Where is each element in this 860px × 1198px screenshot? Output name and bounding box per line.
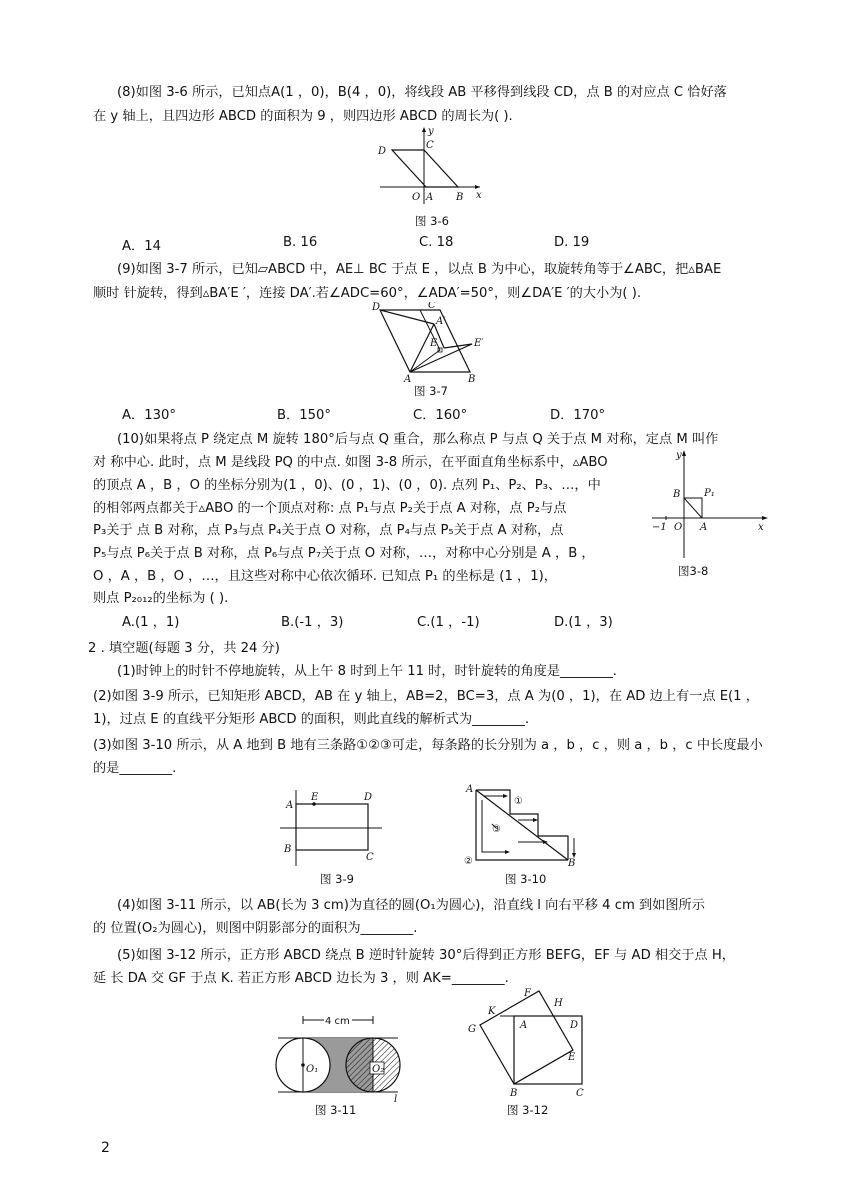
figure-3-8	[648, 446, 770, 560]
fig312-label-e: E	[568, 1052, 576, 1063]
q10-option-a: A.(1 ，1)	[122, 615, 180, 630]
q10-line-5: P₃关于 点 B 对称，点 P₃与点 P₄关于点 O 对称，点 P₄与点 P₅关于点 A 对称，点	[93, 523, 564, 538]
q10-line-2: 对 称中心. 此时，点 M 是线段 PQ 的中点. 如图 3-8 所示，在平面直角坐标系中，▵ABO	[93, 455, 608, 470]
q10-line-1: (10)如果将点 P 绕定点 M 旋转 180°后与点 Q 重合，那么称点 P 与点 Q 关于点 M 对称，定点 M 叫作	[117, 432, 719, 447]
fill-q3-line-2: 的是________.	[93, 761, 177, 776]
fig36-label-b: B	[456, 192, 464, 203]
caption-3-7: 图 3-7	[414, 384, 448, 398]
fig37-label-e: E	[430, 338, 438, 349]
fill-q2-line-1: (2)如图 3-9 所示，已知矩形 ABCD，AB 在 y 轴上，AB=2，BC=3，点 A 为(0 ，1)，在 AD 边上有一点 E(1 ，	[93, 689, 759, 704]
fig37-label-d: D	[372, 302, 381, 313]
fig38-label-p1: P₁	[704, 488, 715, 499]
caption-3-12: 图 3-12	[507, 1103, 549, 1117]
fig310-label-a: A	[466, 784, 474, 795]
fill-q1: (1)时钟上的时针不停地旋转，从上午 8 时到上午 11 时，时针旋转的角度是________.	[117, 664, 617, 679]
fig39-label-e: E	[311, 792, 319, 803]
fig36-label-x: x	[476, 190, 482, 201]
fig312-label-b: B	[510, 1088, 518, 1098]
figure-3-12	[460, 988, 590, 1098]
q10-line-7: O ，A ，B ，O ，…，且这些对称中心依次循环. 已知点 P₁ 的坐标是 (1 ，1)，	[93, 569, 557, 584]
q8-option-d: D. 19	[554, 235, 590, 250]
fig36-label-a: A	[426, 192, 434, 203]
fig312-label-f: F	[524, 988, 531, 999]
fill-q2-line-2: 1)，过点 E 的直线平分矩形 ABCD 的面积，则此直线的解析式为________.	[93, 712, 530, 727]
figure-3-9	[278, 786, 384, 866]
fig39-label-d: D	[364, 792, 373, 803]
figure-3-6	[372, 124, 484, 210]
fig312-label-c: C	[576, 1088, 584, 1098]
fig38-label-x: x	[758, 522, 764, 533]
q8-option-b: B. 16	[283, 235, 318, 250]
caption-3-9: 图 3-9	[320, 872, 354, 886]
fig310-route-2: ②	[464, 856, 473, 867]
caption-3-10: 图 3-10	[505, 872, 547, 886]
fig39-label-b: B	[284, 844, 292, 855]
fig311-label-o1: O₁	[306, 1064, 319, 1075]
q9-line-1: (9)如图 3-7 所示，已知▱ABCD 中，AE⊥ BC 于点 E ，以点 B 为中心，取旋转角等于∠ABC，把▵BAE	[117, 262, 722, 277]
fig38-label-b: B	[673, 489, 681, 500]
fill-q5-line-1: (5)如图 3-12 所示，正方形 ABCD 绕点 B 逆时针旋转 30°后得到正方形 BEFG，EF 与 AD 相交于点 H，	[117, 948, 735, 963]
fig38-label-a: A	[700, 522, 708, 533]
figure-3-11	[274, 1010, 404, 1102]
fig311-length-label: 4 cm	[325, 1016, 350, 1027]
fig38-label-o: O	[674, 522, 683, 533]
q9-option-c: C．160°	[413, 408, 468, 423]
fig37-label-c: C	[428, 302, 436, 311]
fig37-label-a: A	[404, 374, 412, 384]
q10-option-c: C.(1 ，-1)	[417, 615, 480, 630]
fig37-label-e1: E′	[474, 338, 484, 349]
figure-3-10	[456, 780, 582, 868]
fig312-label-h: H	[554, 998, 563, 1009]
fig38-label-minus1: −1	[652, 522, 667, 533]
q8-option-a: A．14	[122, 239, 161, 254]
q10-line-8: 则点 P₂₀₁₂的坐标为 ( ).	[93, 591, 229, 606]
q8-line-2: 在 y 轴上，且四边形 ABCD 的面积为 9 ，则四边形 ABCD 的周长为( ).	[93, 109, 513, 124]
q8-option-c: C. 18	[419, 235, 454, 250]
fig310-label-b: B	[568, 858, 576, 868]
fill-q4-line-2: 的 位置(O₂为圆心)，则图中阴影部分的面积为________.	[93, 921, 418, 936]
fig36-label-y: y	[428, 126, 434, 137]
fig39-label-c: C	[366, 852, 374, 863]
q9-option-b: B．150°	[277, 408, 331, 423]
q9-option-a: A．130°	[122, 408, 176, 423]
fig37-label-a1: A′	[436, 316, 446, 327]
fig38-label-y: y	[676, 450, 682, 461]
page-number: 2	[101, 1140, 110, 1156]
fig36-label-d: D	[378, 146, 387, 157]
fig312-label-d: D	[570, 1020, 579, 1031]
q9-line-2: 顺时 针旋转，得到▵BA′E ′，连接 DA′.若∠ADC=60°，∠ADA′=50°，则∠DA′E ′的大小为( ).	[93, 286, 642, 301]
q10-option-b: B.(-1 ，3)	[281, 615, 344, 630]
fig312-label-g: G	[468, 1024, 476, 1035]
section-2-title: 2 . 填空题(每题 3 分，共 24 分)	[88, 641, 280, 656]
q10-line-4: 的相邻两点都关于▵ABO 的一个顶点对称: 点 P₁与点 P₂关于点 A 对称，点 P₂与点	[93, 501, 567, 516]
fig311-label-l: l	[394, 1094, 398, 1102]
q10-line-3: 的顶点 A ，B ，O 的坐标分别为(1 ，0)、(0 ，1)、(0 ，0). 点列 P₁、P₂、P₃、…，中	[93, 478, 601, 493]
fig37-label-b: B	[468, 374, 476, 384]
q9-option-d: D．170°	[550, 408, 606, 423]
fill-q5-line-2: 延 长 DA 交 GF 于点 K. 若正方形 ABCD 边长为 3 ，则 AK=________.	[93, 971, 509, 986]
q10-option-d: D.(1 ，3)	[554, 615, 613, 630]
caption-3-8: 图3-8	[678, 564, 709, 578]
fig39-label-a: A	[286, 800, 294, 811]
fill-q4-line-1: (4)如图 3-11 所示，以 AB(长为 3 cm)为直径的圆(O₁为圆心)，沿直线 l 向右平移 4 cm 到如图所示	[117, 898, 705, 913]
fig36-label-c: C	[426, 140, 434, 151]
caption-3-6: 图 3-6	[415, 214, 449, 228]
fig312-label-a: A	[520, 1020, 528, 1031]
caption-3-11: 图 3-11	[315, 1103, 357, 1117]
fig312-label-k: K	[488, 1006, 496, 1017]
fill-q3-line-1: (3)如图 3-10 所示，从 A 地到 B 地有三条路①②③可走，每条路的长分别为 a ，b ，c ，则 a ，b ，c 中长度最小	[93, 738, 763, 753]
q8-line-1: (8)如图 3-6 所示，已知点A(1 ，0)，B(4 ，0)，将线段 AB 平移得到线段 CD，点 B 的对应点 C 恰好落	[117, 85, 727, 100]
fig36-label-o: O	[412, 192, 421, 203]
fig310-route-1: ①	[514, 796, 523, 807]
q10-line-6: P₅与点 P₆关于点 B 对称，点 P₆与点 P₇关于点 O 对称，…，对称中心分别是 A ，B ，	[93, 546, 595, 561]
fig310-route-3: ③	[492, 824, 501, 835]
figure-3-7	[368, 302, 498, 384]
fig311-label-o2: O₂	[372, 1064, 385, 1075]
